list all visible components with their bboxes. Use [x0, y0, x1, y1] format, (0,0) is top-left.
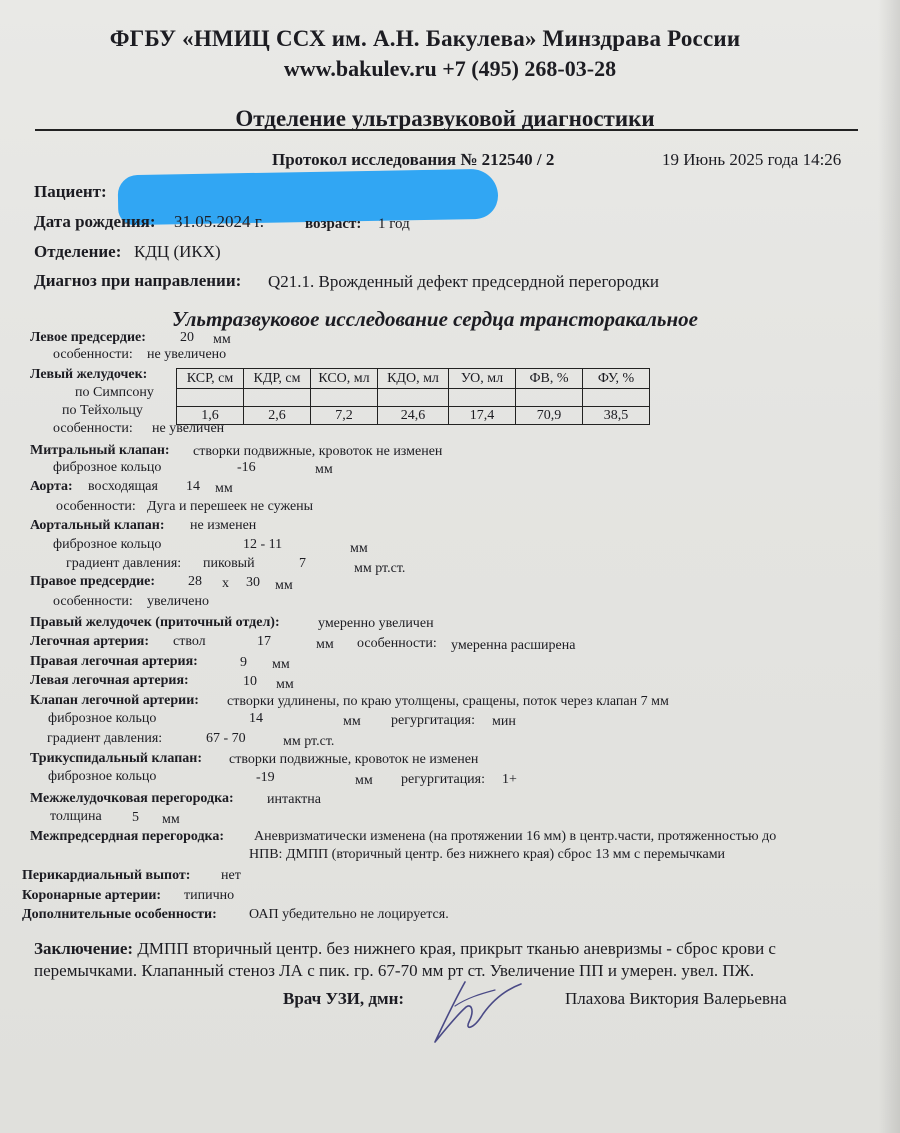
pv-regurg-label: регургитация:: [391, 713, 476, 728]
aorta-label: Аорта:: [30, 479, 73, 494]
doctor-label: Врач УЗИ, дмн:: [283, 989, 405, 1008]
study-title: Ультразвуковое исследование сердца трансторакальное: [172, 307, 698, 331]
lv-table: [176, 368, 650, 425]
org-contacts: www.bakulev.ru +7 (495) 268-03-28: [283, 56, 617, 81]
conclusion-text: ДМПП вторичный центр. без нижнего края, прикрыт тканью аневризмы - сброс крови с перемычками. Клапанный стеноз ЛА с пик. гр. 67-70 мм рт ст. Увеличение ПП и умерен. увел. ПЖ.: [34, 939, 776, 980]
lv-row-teicholz: [177, 407, 650, 425]
lv-header-uo: УО, мл: [449, 369, 516, 389]
lpa-label: Левая легочная артерия:: [30, 673, 189, 688]
pv-label: Клапан легочной артерии:: [30, 693, 199, 708]
lv-header-kso: КСО, мл: [311, 369, 378, 389]
pv-grad-unit: мм рт.ст.: [283, 734, 335, 749]
extra-features-label: Дополнительные особенности:: [22, 907, 217, 922]
referral-diagnosis-value: Q21.1. Врожденный дефект предсердной перегородки: [268, 272, 660, 291]
lv-cell: [378, 389, 449, 407]
aortic-grad-type: пиковый: [203, 556, 255, 571]
la-feat-label: особенности:: [53, 347, 133, 362]
ra-feat-value: увеличено: [147, 594, 209, 609]
protocol-title: Протокол исследования № 212540 / 2: [272, 150, 555, 169]
aortic-ring-value: 12 - 11: [243, 537, 283, 552]
department-title: Отделение ультразвуковой диагностики: [235, 106, 655, 131]
pv-ring-value: 14: [249, 711, 263, 726]
lv-cell: 38,5: [583, 407, 650, 425]
department-value: КДЦ (ИКХ): [134, 242, 221, 261]
pv-ring-unit: мм: [343, 714, 361, 729]
lv-cell: 2,6: [244, 407, 311, 425]
lv-feat-label: особенности:: [53, 421, 133, 436]
lv-cell: [449, 389, 516, 407]
pericardial-value: нет: [221, 868, 241, 883]
lv-cell: 24,6: [378, 407, 449, 425]
ivs-thickness-value: 5: [132, 810, 139, 825]
lv-header-kdr: КДР, см: [244, 369, 311, 389]
header-rule: [35, 129, 858, 131]
department-label: Отделение:: [34, 242, 122, 261]
rpa-value: 9: [240, 655, 247, 670]
aorta-feat-value: Дуга и перешеек не сужены: [147, 499, 314, 514]
tv-ring-unit: мм: [355, 773, 373, 788]
org-title: ФГБУ «НМИЦ ССХ им. А.Н. Бакулева» Минздрава России: [109, 26, 741, 51]
la-feat-value: не увеличено: [147, 347, 227, 362]
tv-regurg-value: 1+: [502, 772, 517, 787]
lv-cell: [516, 389, 583, 407]
lv-cell: [583, 389, 650, 407]
aorta-unit: мм: [215, 481, 233, 496]
lv-cell: [311, 389, 378, 407]
aorta-asc-value: 14: [186, 479, 200, 494]
lv-row-simpson: [177, 389, 650, 407]
lv-header-fu: ФУ, %: [583, 369, 650, 389]
aortic-grad-label: градиент давления:: [66, 556, 182, 571]
lv-simpson-label: по Симпсону: [75, 385, 154, 400]
pa-label: Легочная артерия:: [30, 634, 150, 649]
lv-cell: [244, 389, 311, 407]
mitral-ring-label: фиброзное кольцо: [53, 460, 162, 475]
referral-diagnosis-label: Диагноз при направлении:: [34, 271, 242, 290]
aortic-valve-desc: не изменен: [190, 518, 257, 533]
mitral-ring-unit: мм: [315, 462, 333, 477]
lv-cell: 17,4: [449, 407, 516, 425]
rv-label: Правый желудочек (приточный отдел):: [30, 615, 280, 630]
pv-grad-value: 67 - 70: [206, 731, 246, 746]
ra-label: Правое предсердие:: [30, 574, 156, 589]
aortic-valve-label: Аортальный клапан:: [30, 518, 165, 533]
coronary-label: Коронарные артерии:: [22, 888, 162, 903]
la-label: Левое предсердие:: [30, 330, 146, 345]
conclusion-label: Заключение:: [34, 939, 134, 958]
ra-value-1: 28: [188, 574, 202, 589]
pa-trunk-label: ствол: [173, 634, 206, 649]
lv-cell: 7,2: [311, 407, 378, 425]
dob-label: Дата рождения:: [34, 212, 156, 231]
ivs-thickness-label: толщина: [50, 809, 102, 824]
pa-feat-value: умеренна расширена: [451, 638, 576, 653]
mitral-desc: створки подвижные, кровоток не изменен: [193, 444, 443, 459]
rpa-label: Правая легочная артерия:: [30, 654, 198, 669]
lv-header-ksr: КСР, см: [177, 369, 244, 389]
la-unit: мм: [213, 332, 231, 347]
coronary-value: типично: [184, 888, 235, 903]
aortic-grad-unit: мм рт.ст.: [354, 561, 406, 576]
ias-label: Межпредсердная перегородка:: [30, 829, 225, 844]
la-value: 20: [180, 330, 194, 345]
aortic-ring-label: фиброзное кольцо: [53, 537, 162, 552]
ivs-label: Межжелудочковая перегородка:: [30, 791, 234, 806]
ias-line-2: НПВ: ДМПП (вторичный центр. без нижнего края) сброс 13 мм с перемычками: [249, 847, 726, 862]
lpa-unit: мм: [276, 677, 294, 692]
rv-desc: умеренно увеличен: [318, 616, 434, 631]
page-fold-shadow: [878, 0, 900, 1133]
tv-ring-value: -19: [256, 770, 275, 785]
pv-desc: створки удлинены, по краю утолщены, сращены, поток через клапан 7 мм: [227, 694, 669, 709]
aortic-grad-value: 7: [299, 556, 306, 571]
lv-label: Левый желудочек:: [30, 367, 148, 382]
ra-times: x: [222, 576, 229, 591]
lv-feat-value: не увеличен: [152, 421, 225, 436]
lv-header-kdo: КДО, мл: [378, 369, 449, 389]
lpa-value: 10: [243, 674, 257, 689]
doctor-name: Плахова Виктория Валерьевна: [565, 989, 787, 1008]
tv-regurg-label: регургитация:: [401, 772, 486, 787]
ias-line-1: Аневризматически изменена (на протяжении 16 мм) в центр.части, протяженностью до: [254, 829, 777, 844]
mitral-label: Митральный клапан:: [30, 443, 170, 458]
ivs-unit: мм: [162, 812, 180, 827]
patient-label: Пациент:: [34, 182, 107, 201]
ra-unit: мм: [275, 578, 293, 593]
age-label: возраст:: [305, 216, 362, 232]
age-value: 1 год: [378, 216, 410, 232]
aorta-feat-label: особенности:: [56, 499, 136, 514]
ivs-desc: интактна: [267, 792, 321, 807]
mitral-ring-value: -16: [237, 460, 256, 475]
pa-feat-label: особенности:: [357, 636, 437, 651]
aortic-ring-unit: мм: [350, 541, 368, 556]
pv-grad-label: градиент давления:: [47, 731, 163, 746]
lv-teicholz-label: по Тейхольцу: [62, 403, 143, 418]
lv-header-fv: ФВ, %: [516, 369, 583, 389]
pv-regurg-value: мин: [492, 714, 516, 729]
tv-desc: створки подвижные, кровоток не изменен: [229, 752, 479, 767]
pa-trunk-value: 17: [257, 634, 271, 649]
signature: [425, 970, 535, 1050]
extra-features-value: ОАП убедительно не лоцируется.: [249, 907, 449, 922]
dob-value: 31.05.2024 г.: [174, 212, 265, 231]
ra-feat-label: особенности:: [53, 594, 133, 609]
protocol-date: 19 Июнь 2025 года 14:26: [662, 150, 842, 169]
aorta-asc-label: восходящая: [88, 479, 158, 494]
tv-ring-label: фиброзное кольцо: [48, 769, 157, 784]
pericardial-label: Перикардиальный выпот:: [22, 868, 191, 883]
ra-value-2: 30: [246, 575, 260, 590]
pv-ring-label: фиброзное кольцо: [48, 711, 157, 726]
lv-cell: 70,9: [516, 407, 583, 425]
pa-unit: мм: [316, 637, 334, 652]
rpa-unit: мм: [272, 657, 290, 672]
lv-table-header: [177, 369, 650, 389]
lv-cell: [177, 389, 244, 407]
tv-label: Трикуспидальный клапан:: [30, 751, 202, 766]
lv-cell: 1,6: [177, 407, 244, 425]
